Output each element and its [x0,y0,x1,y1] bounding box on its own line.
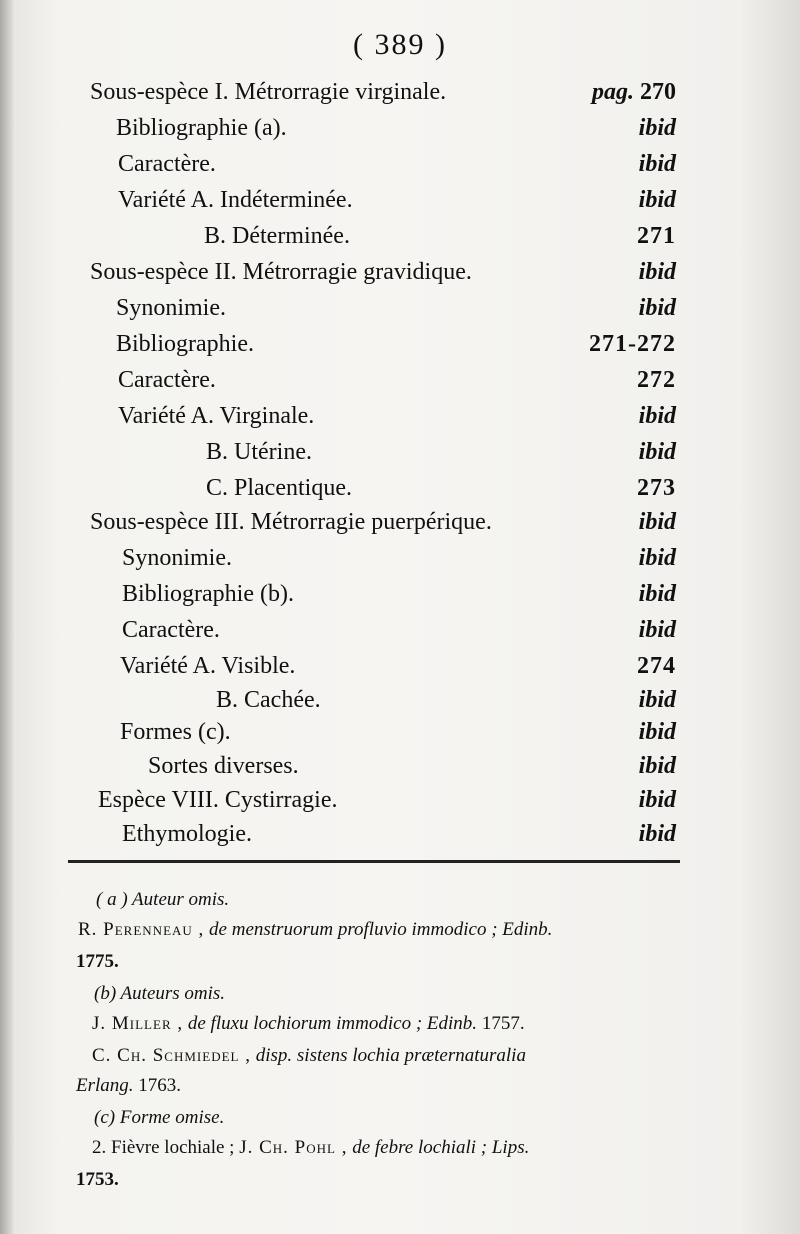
toc-page: ibid [638,151,676,177]
toc-row [0,398,800,434]
author: R. Perenneau , [78,919,205,940]
toc-row [0,612,800,648]
footnote-a-reference [78,916,552,944]
toc-label: Bibliographie (b). [122,581,294,607]
page-number: ( 389 ) [353,28,447,61]
footnote-c-title: (c) Forme omise. [94,1107,225,1128]
toc-row [0,146,800,182]
toc-label: B. Déterminée. [204,223,350,249]
work-title: disp. sistens lochia præternaturalia [255,1045,526,1066]
year: 1757. [481,1013,525,1034]
toc-page: ibid [638,295,676,321]
toc-page: ibid [638,509,676,535]
toc-label: Sous-espèce II. Métrorragie gravidique. [90,259,472,285]
toc-page: 274 [637,653,676,679]
toc-row [0,110,800,146]
place: Erlang. [76,1075,134,1096]
toc-row [0,648,800,684]
toc-row [0,714,800,750]
toc-page: ibid [638,821,676,847]
toc-page: ibid [638,753,676,779]
toc-label: C. Placentique. [206,475,352,501]
footnote-divider [68,860,680,863]
toc-label: B. Utérine. [206,439,312,465]
toc-row [0,682,800,718]
toc-label: Sous-espèce III. Métrorragie puerpérique. [90,509,492,535]
toc-row [0,74,800,110]
footnote-a-year: 1775. [76,951,119,972]
toc-page: ibid [638,617,676,643]
footnote-b-place [76,1072,181,1100]
toc-row [0,218,800,254]
footnote-b-reference-2 [92,1042,526,1070]
toc-label: Caractère. [122,617,220,643]
toc-label: Sortes diverses. [148,753,299,779]
toc-row [0,782,800,818]
toc-row [0,576,800,612]
toc-label: Caractère. [118,367,216,393]
year: 1763. [138,1075,182,1096]
toc-row [0,290,800,326]
toc-label: Bibliographie. [116,331,254,357]
toc-label: B. Cachée. [216,687,321,713]
toc-row [0,816,800,852]
toc-page: ibid [638,719,676,745]
footnote-c-reference [92,1134,529,1162]
toc-page: 271 [637,223,676,249]
work-title: de febre lochiali ; Lips. [352,1137,530,1158]
author: J. Ch. Pohl , [239,1137,348,1158]
author: C. Ch. Schmiedel , [92,1045,251,1066]
toc-label: Formes (c). [120,719,231,745]
toc-page: ibid [638,187,676,213]
toc-label: Sous-espèce I. Métrorragie virginale. [90,79,447,105]
toc-label: Bibliographie (a). [116,115,287,141]
toc-page: ibid [638,403,676,429]
toc-label: Synonimie. [122,545,233,571]
footnote-b-title: (b) Auteurs omis. [94,983,226,1004]
page-value: 270 [640,79,676,105]
toc-label: Variété A. Virginale. [118,403,315,429]
toc-row [0,504,800,540]
toc-row [0,254,800,290]
toc-row [0,748,800,784]
toc-row [0,182,800,218]
toc-row [0,326,800,362]
toc-page: 273 [637,475,676,501]
toc-page: 272 [637,367,676,393]
toc-page: ibid [638,687,676,713]
toc-label: Synonimie. [116,295,227,321]
toc-row [0,434,800,470]
toc-page: ibid [638,259,676,285]
toc-page [592,74,676,110]
page-prefix: pag. [592,79,634,105]
entry: 2. Fièvre lochiale ; [92,1137,235,1158]
toc-label: Caractère. [118,151,216,177]
toc-page: ibid [638,115,676,141]
toc-page: ibid [638,581,676,607]
work-title: de menstruorum profluvio immodico ; Edinb. [209,919,553,940]
footnote-c-year: 1753. [76,1169,119,1190]
toc-label: Variété A. Visible. [120,653,296,679]
toc-row [0,362,800,398]
toc-label: Espèce VIII. Cystirragie. [98,787,338,813]
footnote-a-title: ( a ) Auteur omis. [96,889,230,910]
toc-page: ibid [638,439,676,465]
toc-label: Ethymologie. [122,821,252,847]
toc-page: ibid [638,787,676,813]
work-title: de fluxu lochiorum immodico ; Edinb. [187,1013,478,1034]
toc-row [0,470,800,506]
toc-row [0,540,800,576]
toc-page: ibid [638,545,676,571]
toc-label: Variété A. Indéterminée. [118,187,353,213]
author: J. Miller , [92,1013,184,1034]
toc-page: 271-272 [589,331,676,357]
footnote-b-reference-1 [92,1010,525,1038]
